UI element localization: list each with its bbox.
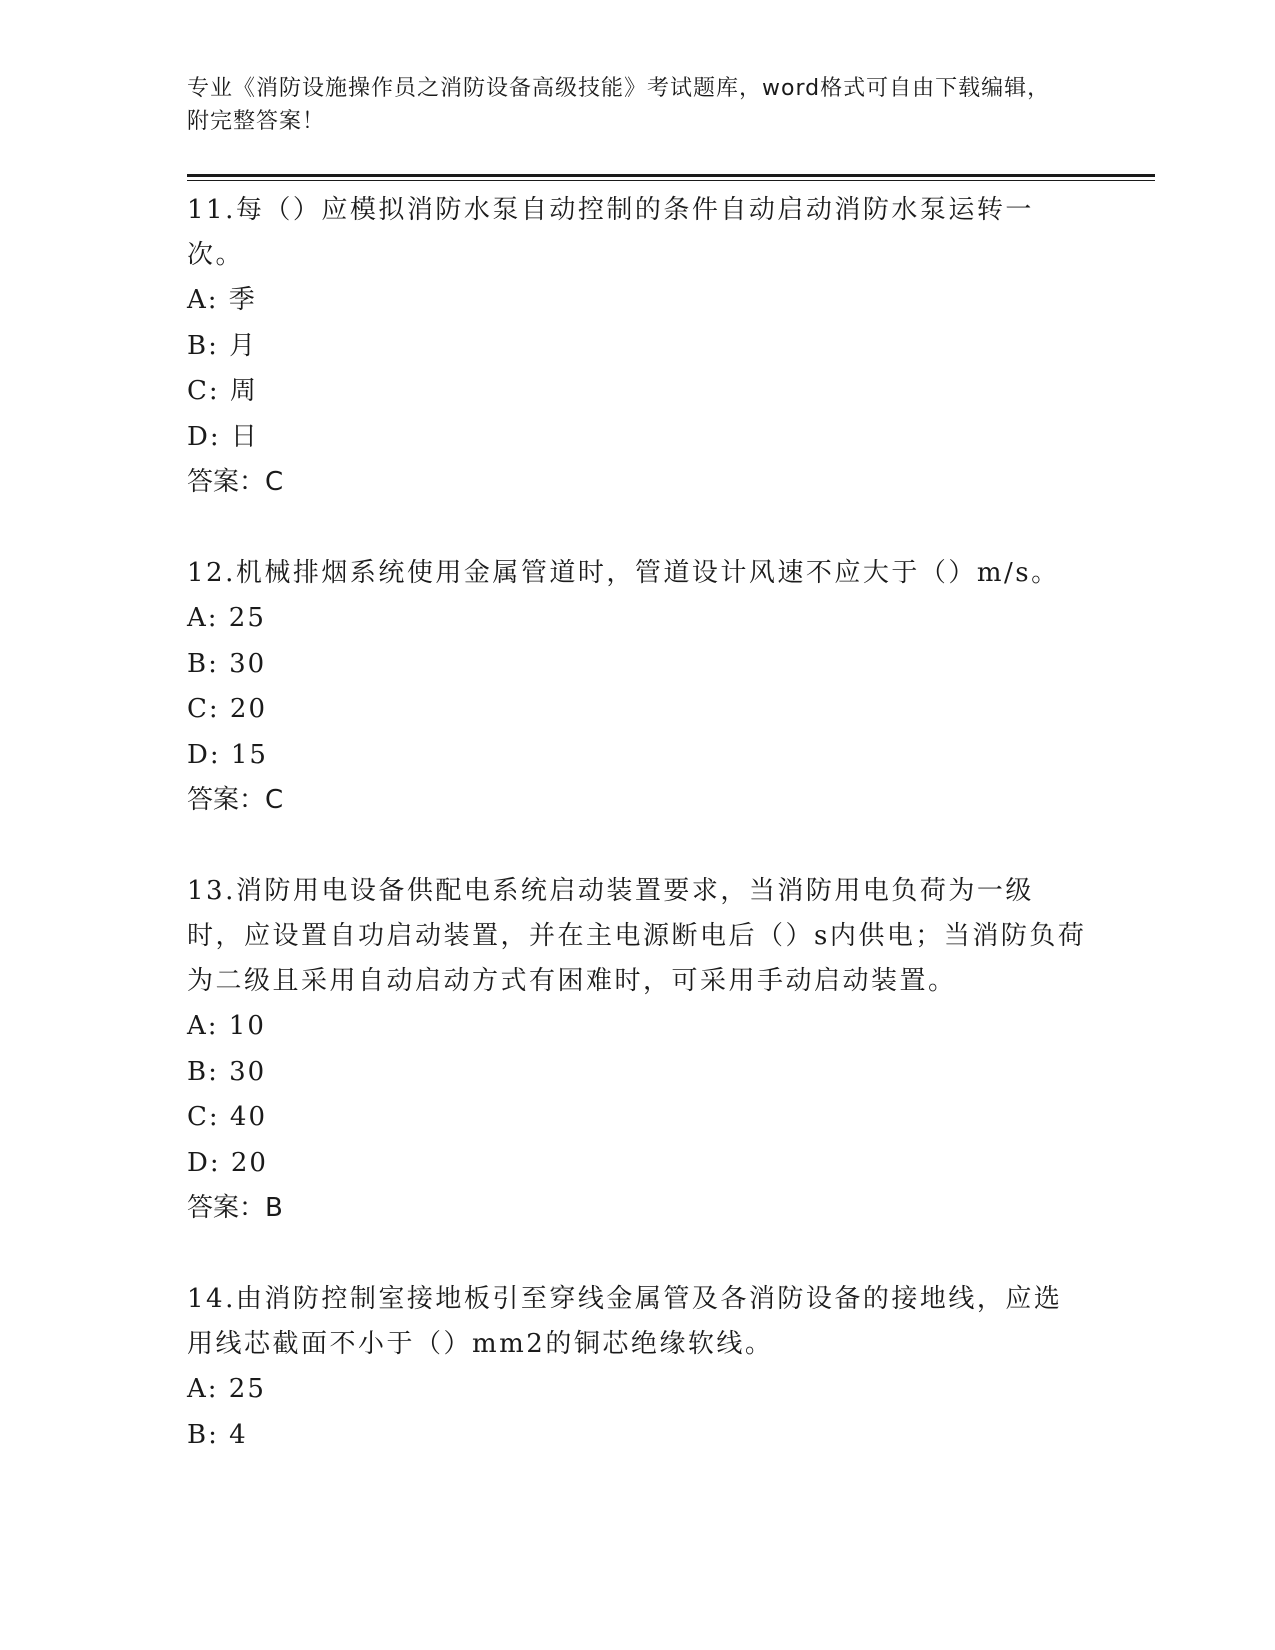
question-12 [187,551,1087,823]
option-c: C: 40 [187,1102,268,1132]
option-a: A: 25 [187,603,266,633]
question-stem: 13.消防用电设备供配电系统启动装置要求，当消防用电负荷为一级时，应设置自功启动装置，并在主电源断电后（）s内供电；当消防负荷为二级且采用自动启动方式有困难时，可采用手动启动装置。 [187,876,1087,996]
option-b: B: 30 [187,648,267,679]
question-stem: 14.由消防控制室接地板引至穿线金属管及各消防设备的接地线，应选用线芯截面不小于（）mm2的铜芯绝缘软线。 [187,1284,1063,1359]
answer-line: 答案：C [187,785,284,815]
option-d: D: 20 [187,1147,268,1178]
header-divider-thick [187,174,1155,177]
document-intro: 专业《消防设施操作员之消防设备高级技能》考试题库，word格式可自由下载编辑，附完整答案！ [187,76,1051,134]
answer-line: 答案：C [187,467,284,497]
answer-line: 答案：B [187,1193,283,1223]
option-b: B: 30 [187,1056,267,1087]
question-14 [187,1277,1087,1458]
question-stem: 11.每（）应模拟消防水泵自动控制的条件自动启动消防水泵运转一次。 [187,195,1034,270]
question-list [187,188,1087,1504]
option-b: B: 4 [187,1419,248,1450]
option-c: C: 周 [187,376,258,406]
option-a: A: 季 [187,285,257,315]
question-13 [187,869,1087,1231]
option-c: C: 20 [187,694,268,724]
header-divider-thin [187,180,1155,181]
option-a: A: 25 [187,1374,266,1404]
option-d: D: 15 [187,739,268,770]
option-d: D: 日 [187,421,259,452]
option-a: A: 10 [187,1011,266,1041]
option-b: B: 月 [187,330,258,361]
question-stem: 12.机械排烟系统使用金属管道时，管道设计风速不应大于（）m/s。 [187,558,1060,588]
question-11 [187,188,1087,505]
